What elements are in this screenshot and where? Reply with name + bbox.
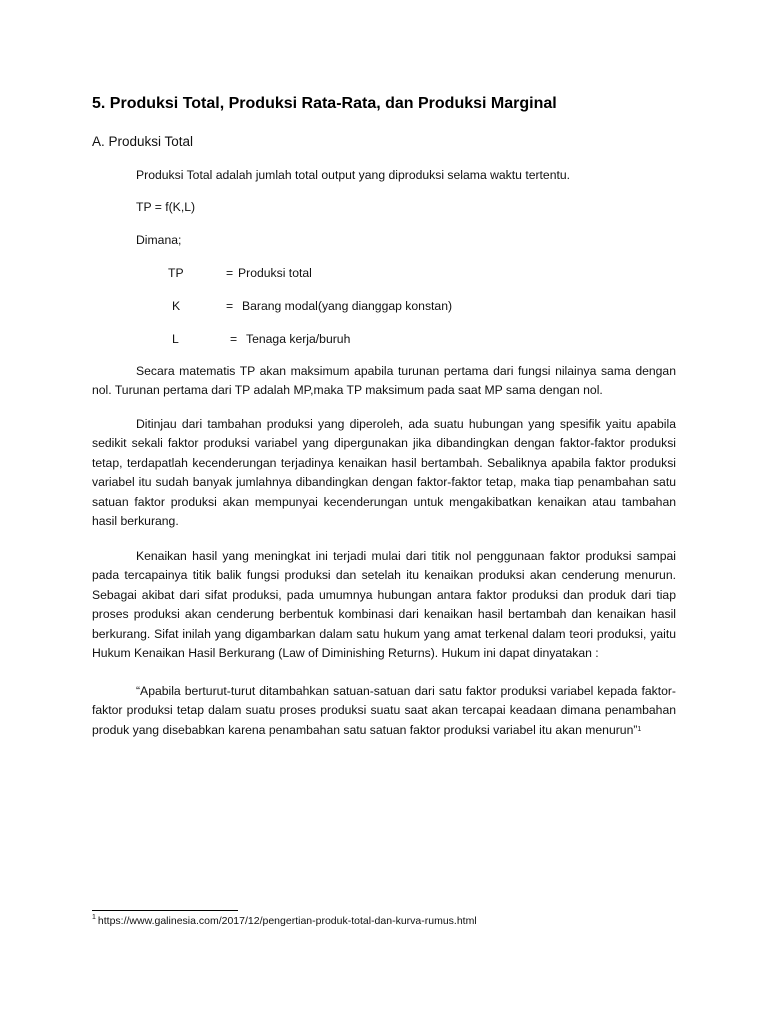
paragraph: Ditinjau dari tambahan produksi yang diperoleh, ada suatu hubungan yang spesifik yaitu apabila sedikit sekali faktor produksi variabel yang dipergunakan jika dibandingkan dengan faktor-faktor produksi tetap, terdapatlah kecenderungan terjadinya kenaikan hasil bertambah. Sebaliknya apabila faktor produksi variabel itu sudah banyak jumlahnya dibandingkan dengan faktor-faktor tetap, maka tiap penambahan satu satuan faktor produksi akan mempunyai kecenderungan untuk mengakibatkan kenaikan atau tambahan hasil berkurang. bbox=[92, 417, 676, 529]
definition-description: Tenaga kerja/buruh bbox=[246, 332, 351, 346]
intro-sentence: Produksi Total adalah jumlah total output yang diproduksi selama waktu tertentu. bbox=[136, 168, 571, 182]
formula: TP = f(K,L) bbox=[136, 200, 196, 214]
definition-description: Produksi total bbox=[238, 266, 312, 280]
footnote-divider bbox=[92, 910, 238, 911]
footnote bbox=[92, 915, 477, 927]
definition-equals: = bbox=[230, 332, 238, 346]
paragraph: Secara matematis TP akan maksimum apabila turunan pertama dari fungsi nilainya sama dengan nol. Turunan pertama dari TP adalah MP,maka TP maksimum pada saat MP sama dengan nol. bbox=[92, 364, 676, 398]
definition-description: Barang modal(yang dianggap konstan) bbox=[242, 299, 453, 313]
definition-term: TP bbox=[168, 266, 184, 280]
quote-text: “Apabila berturut-turut ditambahkan satuan-satuan dari satu faktor produksi variabel kepada faktor-faktor produksi tetap dalam suatu proses produksi suatu saat akan tercapai keadaan dimana penambahan produk yang disebabkan karena penambahan satu satuan faktor produksi variabel itu akan menurun” bbox=[92, 684, 676, 737]
footnote-number: 1 bbox=[92, 914, 96, 921]
dimana-label: Dimana; bbox=[136, 233, 182, 247]
subsection-heading: A. Produksi Total bbox=[92, 134, 194, 149]
definition-equals: = bbox=[226, 299, 234, 313]
definition-term: L bbox=[172, 332, 179, 346]
definition-term: K bbox=[172, 299, 181, 313]
quote-paragraph bbox=[92, 682, 676, 740]
footnote-reference[interactable]: 1 bbox=[637, 725, 642, 733]
section-heading: 5. Produksi Total, Produksi Rata-Rata, dan Produksi Marginal bbox=[92, 95, 557, 112]
paragraph: Kenaikan hasil yang meningkat ini terjadi mulai dari titik nol penggunaan faktor produksi sampai pada tercapainya titik balik fungsi produksi dan setelah itu kenaikan produksi akan cenderung menurun. Sebagai akibat dari sifat produksi, pada umumnya hubungan antara faktor produksi dan produk dari tiap proses produksi akan cenderung berbentuk kombinasi dari kenaikan hasil bertambah dan kenaikan hasil berkurang. Sifat inilah yang digambarkan dalam satu hukum yang amat terkenal dalam teori produksi, yaitu Hukum Kenaikan Hasil Berkurang (Law of Diminishing Returns). Hukum ini dapat dinyatakan : bbox=[92, 549, 676, 661]
footnote-link[interactable]: https://www.galinesia.com/2017/12/pengertian-produk-total-dan-kurva-rumus.html bbox=[97, 915, 477, 927]
definition-equals: = bbox=[226, 266, 234, 280]
